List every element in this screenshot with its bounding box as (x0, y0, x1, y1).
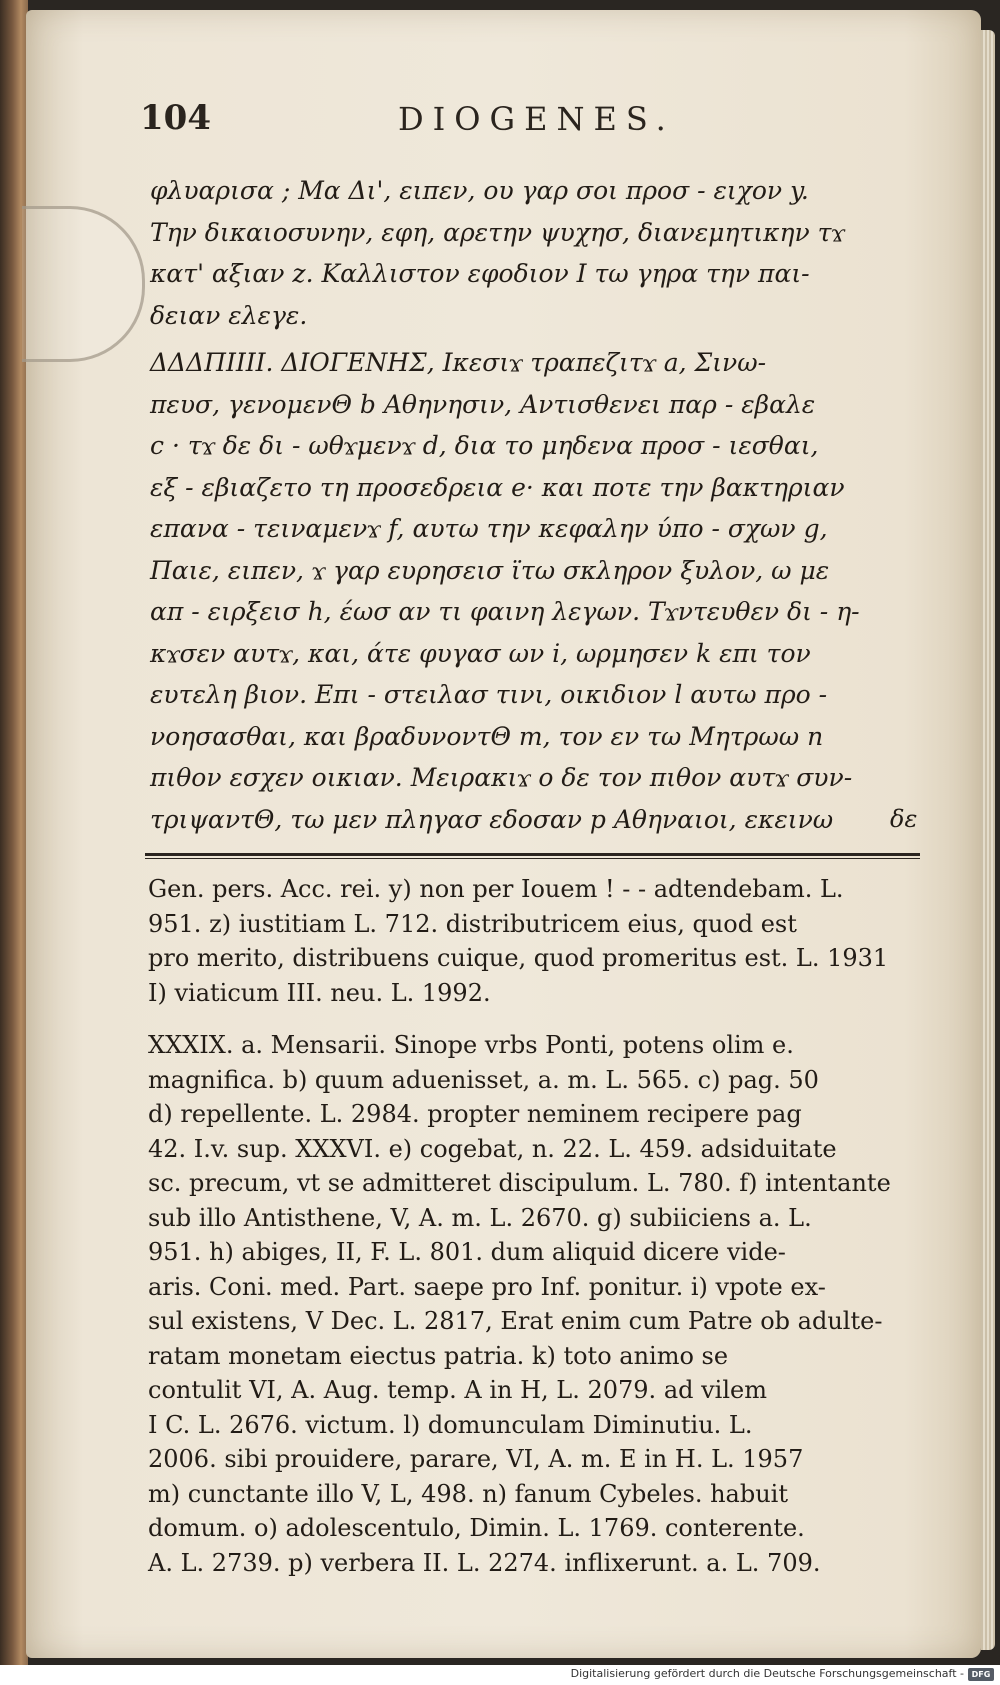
greek-text-block (150, 170, 910, 840)
page-header (140, 98, 960, 148)
greek-paragraph-1: φλυαρισα ; Μα Δι', ειπεν, ου γαρ σοι προσ - ειχον y. Την δικαιοσυνην, εφη, αρετην ψυχησ, διανεμητικην τϫ κατ' αξιαν z. Καλλιστον εφοδιον I τω γηρα την παι- δειαν ελεγε. (150, 176, 845, 330)
divider-rule-thin (145, 858, 920, 859)
latin-notes (148, 872, 918, 1580)
greek-paragraph-2: ΔΔΔΠΙΙΙΙ. ΔΙΟΓΕΝΗΣ, Ικεσιϫ τραπεζιτϫ a, Σινω- πευσ, γενομενΘ b Αθηνησιν, Αντισθενει παρ - εβαλε c · τϫ δε δι - ωθϫμενϫ d, δια το μηδενα προσ - ιεσθαι, εξ - εβιαζετο τη προσεδρεια e· και ποτε την βακτηριαν επανα - τειναμενϫ f, αυτω την κεφαλην ύπο - σχων g, Παιε, ειπεν, ϫ γαρ ευρησεισ ϊτω σκληρον ξυλον, ω με απ - ειρξεισ h, έωσ αν τι φαινη λεγων. Τϫντευθεν δι - η- κϫσεν αυτϫ, και, άτε φυγασ ων i, ωρμησεν k επι τον ευτελη βιον. Επι - στειλασ τινι, οικιδιον l αυτω προ - νοησασθαι, και βραδυνοντΘ m, τον εν τω Μητρωω n πιθον εσχεν οικιαν. Μειρακιϫ ο δε τον πιθον αυτϫ συν- τριψαντΘ, τω μεν πληγασ εδοσαν p Αθηναιοι, εκεινω (150, 348, 860, 834)
dfg-logo: DFG (968, 1668, 994, 1681)
divider-rule (145, 853, 920, 856)
page-number: 104 (140, 98, 211, 138)
catchword: δε (890, 805, 918, 833)
footer-bar (0, 1665, 1000, 1685)
page-clip (22, 206, 145, 362)
running-title: DIOGENES. (398, 100, 675, 138)
page-edges (981, 30, 995, 1650)
notes-paragraph-2: XXXIX. a. Mensarii. Sinope vrbs Ponti, potens olim e. magnifica. b) quum aduenisset, a. m. L. 565. c) pag. 50 d) repellente. L. 2984. propter neminem recipere pag 42. I.v. sup. XXXVI. e) cogebat, n. 22. L. 459. adsiduitate sc. precum, vt se admitteret discipulum. L. 780. f) intentante sub illo Antisthene, V, A. m. L. 2670. g) subiiciens a. L. 951. h) abiges, II, F. L. 801. dum aliquid dicere vide- aris. Coni. med. Part. saepe pro Inf. ponitur. i) vpote ex- sul existens, V Dec. L. 2817, Erat enim cum Patre ob adulte- ratam monetam eiectus patria. k) toto animo se contulit VI, A. Aug. temp. A in H, L. 2079. ad vilem I C. L. 2676. victum. l) domunculam Diminutiu. L. 2006. sibi prouidere, parare, VI, A. m. E in H. L. 1957 m) cunctante illo V, L, 498. n) fanum Cybeles. habuit domum. o) adolescentulo, Dimin. L. 1769. conterente. A. L. 2739. p) verbera II. L. 2274. inflixerunt. a. L. 709. (148, 1031, 891, 1577)
footer-credit: Digitalisierung gefördert durch die Deutsche Forschungsgemeinschaft - (570, 1667, 964, 1680)
notes-paragraph-1: Gen. pers. Acc. rei. y) non per Iouem ! - - adtendebam. L. 951. z) iustitiam L. 712. distributricem eius, quod est pro merito, distribuens cuique, quod promeritus est. L. 1931 I) viaticum III. neu. L. 1992. (148, 875, 889, 1007)
